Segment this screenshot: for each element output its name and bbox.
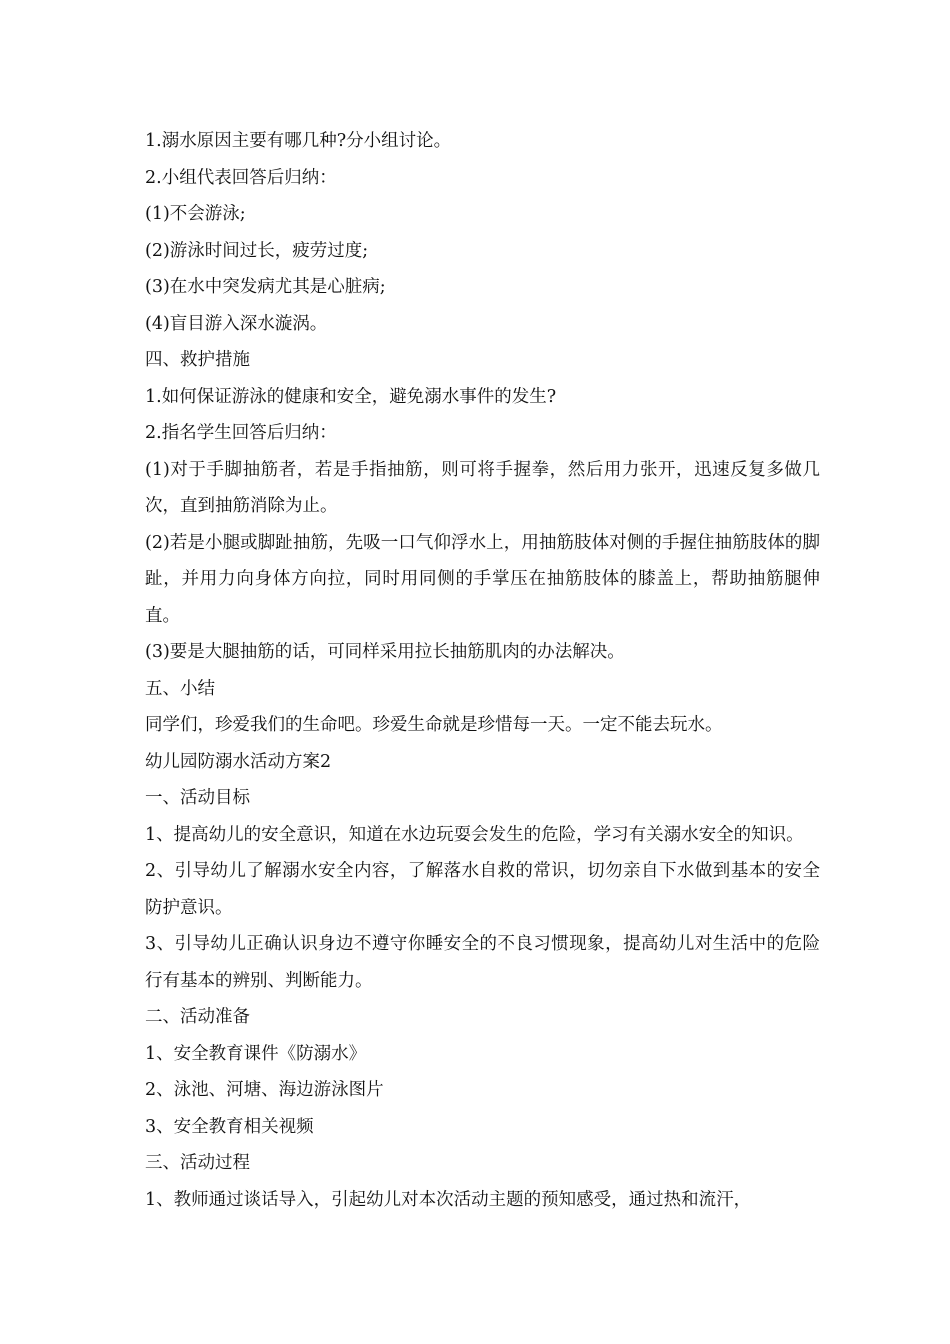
paragraph: 2、泳池、河塘、海边游泳图片 xyxy=(145,1080,384,1100)
paragraph: 同学们，珍爱我们的生命吧。珍爱生命就是珍惜每一天。一定不能去玩水。 xyxy=(145,715,723,735)
section-heading: 二、活动准备 xyxy=(145,1007,250,1027)
paragraph: 1、提高幼儿的安全意识，知道在水边玩耍会发生的危险，学习有关溺水安全的知识。 xyxy=(145,824,804,845)
paragraph: 1、安全教育课件《防溺水》 xyxy=(145,1043,367,1064)
paragraph: (4)盲目游入深水漩涡。 xyxy=(145,313,328,334)
paragraph: (1)对于手脚抽筋者，若是手指抽筋，则可将手握拳，然后用力张开，迅速反复多做几次，直到抽筋消除为止。 xyxy=(145,459,820,516)
paragraph: (2)游泳时间过长，疲劳过度; xyxy=(145,240,369,261)
section-heading: 五、小结 xyxy=(145,678,215,699)
paragraph: 2.指名学生回答后归纳： xyxy=(145,423,337,443)
section-heading: 四、救护措施 xyxy=(145,350,250,370)
section-heading: 一、活动目标 xyxy=(145,788,250,808)
paragraph: 1.溺水原因主要有哪几种?分小组讨论。 xyxy=(145,131,452,151)
section-heading: 三、活动过程 xyxy=(145,1153,250,1173)
paragraph: 2.小组代表回答后归纳： xyxy=(145,167,337,188)
paragraph: 1.如何保证游泳的健康和安全，避免溺水事件的发生? xyxy=(145,386,557,407)
document-title: 幼儿园防溺水活动方案2 xyxy=(145,751,332,772)
paragraph: 2、引导幼儿了解溺水安全内容，了解落水自救的常识，切勿亲自下水做到基本的安全防护意识。 xyxy=(145,861,820,918)
paragraph: (3)在水中突发病尤其是心脏病; xyxy=(145,277,386,297)
paragraph: (3)要是大腿抽筋的话，可同样采用拉长抽筋肌肉的办法解决。 xyxy=(145,642,625,662)
document-body xyxy=(145,123,820,1218)
paragraph: 1、教师通过谈话导入，引起幼儿对本次活动主题的预知感受，通过热和流汗， xyxy=(145,1189,752,1210)
paragraph: 3、引导幼儿正确认识身边不遵守你睡安全的不良习惯现象，提高幼儿对生活中的危险行有基本的辨别、判断能力。 xyxy=(145,934,820,991)
paragraph: (1)不会游泳; xyxy=(145,204,246,224)
paragraph: (2)若是小腿或脚趾抽筋，先吸一口气仰浮水上，用抽筋肢体对侧的手握住抽筋肢体的脚趾，并用力向身体方向拉，同时用同侧的手掌压在抽筋肢体的膝盖上，帮助抽筋腿伸直。 xyxy=(145,532,820,626)
paragraph: 3、安全教育相关视频 xyxy=(145,1116,314,1137)
